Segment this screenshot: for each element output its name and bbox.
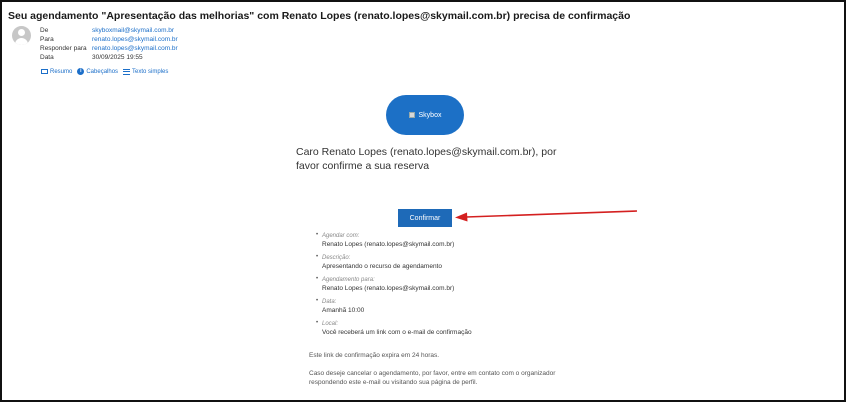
to-address-link[interactable]: renato.lopes@skymail.com.br (92, 36, 178, 43)
reply-to-address-link[interactable]: renato.lopes@skymail.com.br (92, 45, 178, 52)
date-label: Data (40, 54, 54, 61)
detail-label: Agendar com: (322, 233, 360, 239)
info-icon: i (77, 68, 84, 75)
skybox-logo (386, 95, 464, 135)
bullet-icon: • (316, 320, 319, 326)
detail-location (308, 320, 588, 337)
detail-value: Apresentando o recurso de agendamento (322, 263, 442, 270)
bullet-icon: • (316, 298, 319, 304)
bullet-icon: • (316, 276, 319, 282)
expiry-note: Este link de confirmação expira em 24 horas. (309, 352, 440, 359)
reply-to-label: Responder para (40, 45, 87, 52)
headers-link[interactable] (77, 68, 118, 75)
from-label: De (40, 27, 49, 34)
to-label: Para (40, 36, 54, 43)
detail-value: Você receberá um link com o e-mail de confirmação (322, 329, 472, 336)
text-lines-icon (123, 69, 130, 75)
detail-value: Amanhã 10:00 (322, 307, 365, 314)
detail-scheduled-for (308, 276, 588, 293)
detail-value: Renato Lopes (renato.lopes@skymail.com.br) (322, 285, 455, 292)
arrow-shaft (466, 211, 637, 217)
greeting-text: Caro Renato Lopes (renato.lopes@skymail.com.br), por favor confirme a sua reserva (296, 146, 557, 172)
email-subject: Seu agendamento "Apresentação das melhorias" com Renato Lopes (renato.lopes@skymail.com.br) precisa de confirmação (8, 10, 631, 22)
red-arrow-annotation (454, 207, 640, 223)
summary-link-label: Resumo (50, 68, 73, 75)
broken-image-icon (409, 112, 415, 118)
bullet-icon: • (316, 254, 319, 260)
date-value: 30/09/2025 19:55 (92, 54, 143, 61)
envelope-icon (41, 69, 48, 74)
sender-avatar-icon (12, 26, 31, 45)
bullet-icon: • (316, 232, 319, 238)
detail-description (308, 254, 588, 271)
header-view-links (41, 68, 168, 75)
detail-label: Data: (322, 299, 337, 305)
logo-alt-text: Skybox (418, 111, 442, 119)
confirm-button[interactable]: Confirmar (398, 209, 452, 227)
plain-text-link[interactable] (123, 69, 168, 75)
cancel-note: Caso deseje cancelar o agendamento, por favor, entre em contato com o organizador respondendo este e-mail ou visitando sua página de perfil. (309, 370, 556, 386)
detail-label: Agendamento para: (322, 277, 375, 283)
plain-text-link-label: Texto simples (132, 68, 169, 75)
appointment-details-list (308, 232, 588, 342)
detail-value: Renato Lopes (renato.lopes@skymail.com.br) (322, 241, 455, 248)
detail-date (308, 298, 588, 315)
detail-schedule-with (308, 232, 588, 249)
from-address-link[interactable]: skyboxmail@skymail.com.br (92, 27, 175, 34)
arrow-head (455, 213, 468, 222)
detail-label: Local: (322, 321, 339, 327)
headers-link-label: Cabeçalhos (86, 68, 119, 75)
detail-label: Descrição: (322, 255, 351, 261)
summary-link[interactable] (41, 69, 72, 75)
